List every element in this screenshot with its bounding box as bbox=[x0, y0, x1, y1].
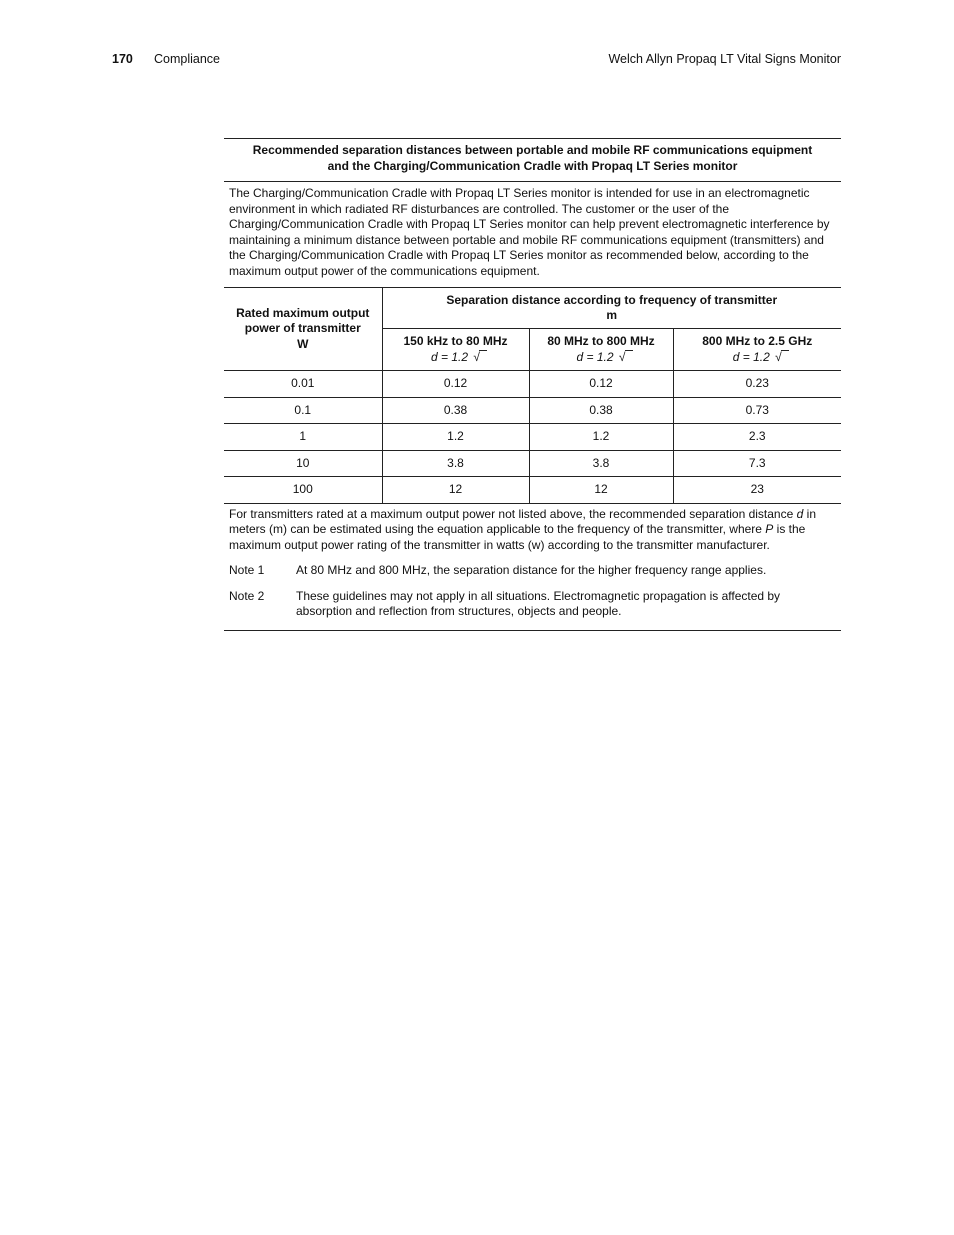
note-text: At 80 MHz and 800 MHz, the separation distance for the higher frequency range applies. bbox=[296, 563, 767, 578]
band-header bbox=[673, 329, 841, 371]
note-1 bbox=[229, 563, 835, 579]
table-cell: 0.38 bbox=[382, 397, 529, 424]
table-cell: 7.3 bbox=[673, 450, 841, 477]
variable-p: P bbox=[765, 522, 774, 537]
table-cell: 3.8 bbox=[382, 450, 529, 477]
band-label: 800 MHz to 2.5 GHz bbox=[702, 334, 813, 348]
table-title bbox=[224, 139, 841, 181]
sqrt-icon: √ bbox=[618, 349, 626, 364]
table-row bbox=[224, 371, 841, 398]
footer-paragraph: For transmitters rated at a maximum output power not listed above, the recommended separation distance d in meters (m) can be estimated using the equation applicable to the frequency of the transmitter, where P is the maximum output power rating of the transmitter in watts (w) according to the transmitter manufacturer. bbox=[229, 506, 816, 552]
rated-power-header bbox=[224, 288, 382, 371]
note-2 bbox=[229, 589, 835, 620]
table-cell: 1.2 bbox=[382, 424, 529, 451]
sqrt-icon: √ bbox=[775, 349, 782, 364]
table-cell: 0.38 bbox=[529, 397, 673, 424]
table-cell: 23 bbox=[673, 477, 841, 504]
table-footer bbox=[224, 504, 841, 620]
table-cell: 0.73 bbox=[673, 397, 841, 424]
page-number: 170 bbox=[112, 52, 133, 66]
table-cell: 0.12 bbox=[382, 371, 529, 398]
note-label: Note 2 bbox=[229, 588, 265, 603]
table-cell: 2.3 bbox=[673, 424, 841, 451]
variable-d: d bbox=[796, 506, 804, 521]
table-cell: 100 bbox=[224, 477, 382, 504]
band-formula: d = 1.2 √ bbox=[732, 349, 782, 364]
table-cell: 0.12 bbox=[529, 371, 673, 398]
separation-unit: m bbox=[606, 308, 618, 322]
table-row bbox=[224, 424, 841, 451]
table-title-line: Recommended separation distances between portable and mobile RF communications equipment bbox=[252, 143, 813, 157]
band-header bbox=[382, 329, 529, 371]
table-cell: 1.2 bbox=[529, 424, 673, 451]
table-title-line: and the Charging/Communication Cradle with Propaq LT Series monitor bbox=[327, 158, 738, 173]
table-cell: 10 bbox=[224, 450, 382, 477]
band-formula: d = 1.2 √ bbox=[576, 349, 626, 364]
sqrt-icon: √ bbox=[473, 349, 480, 364]
table-cell: 12 bbox=[529, 477, 673, 504]
table-cell: 3.8 bbox=[529, 450, 673, 477]
rated-power-unit: W bbox=[297, 336, 309, 351]
separation-header-line: Separation distance according to frequency of transmitter bbox=[446, 292, 778, 307]
separation-distance-header bbox=[382, 288, 841, 329]
table-row bbox=[224, 450, 841, 477]
section-name: Compliance bbox=[154, 52, 221, 66]
table-row bbox=[224, 397, 841, 424]
table-cell: 0.01 bbox=[224, 371, 382, 398]
separation-distance-table bbox=[224, 138, 841, 631]
rated-power-header-line: power of transmitter bbox=[244, 321, 361, 336]
note-label: Note 1 bbox=[229, 563, 265, 578]
note-text: These guidelines may not apply in all situations. Electromagnetic propagation is affected by absorption and reflection from structures, objects and people. bbox=[296, 588, 781, 619]
intro-paragraph: The Charging/Communication Cradle with Propaq LT Series monitor is intended for use in an electromagnetic environment in which radiated RF disturbances are controlled. The customer or the user of the Charging/Communication Cradle with Propaq LT Series monitor can help prevent electromagnetic interference by maintaining a minimum distance between portable and mobile RF communications equipment (transmitters) and the Charging/Communication Cradle with Propaq LT Series monitor as recommended below, according to the maximum output power of the communications equipment. bbox=[229, 186, 830, 278]
table-cell: 0.1 bbox=[224, 397, 382, 424]
band-label: 150 kHz to 80 MHz bbox=[403, 334, 508, 348]
document-title: Welch Allyn Propaq LT Vital Signs Monitor bbox=[608, 52, 841, 66]
table-cell: 12 bbox=[382, 477, 529, 504]
band-label: 80 MHz to 800 MHz bbox=[547, 334, 655, 348]
table-cell: 1 bbox=[224, 424, 382, 451]
distance-grid bbox=[224, 287, 841, 504]
table-row bbox=[224, 477, 841, 504]
rated-power-header-line: Rated maximum output bbox=[236, 305, 370, 320]
table-cell: 0.23 bbox=[673, 371, 841, 398]
band-formula: d = 1.2 √ bbox=[431, 349, 480, 364]
band-header bbox=[529, 329, 673, 371]
